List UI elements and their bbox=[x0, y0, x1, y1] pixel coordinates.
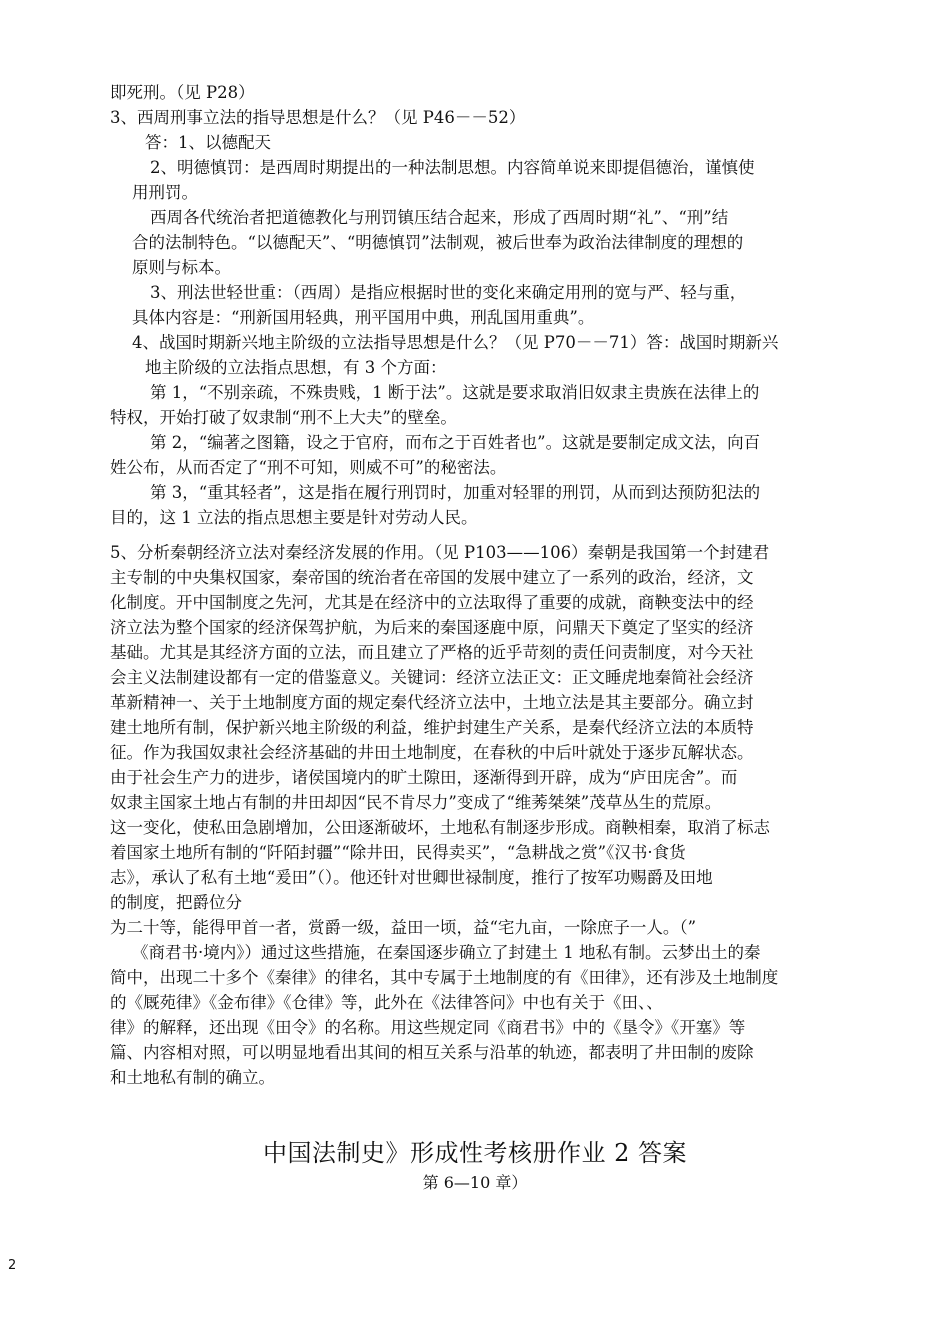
text-line: 西周各代统治者把道德教化与刑罚镇压结合起来，形成了西周时期“礼”、“刑”结 bbox=[150, 208, 729, 227]
answer-body-text bbox=[110, 80, 870, 1090]
text-line: 5、分析秦朝经济立法对秦经济发展的作用。（见 P103——106）秦朝是我国第一个封建君 bbox=[110, 543, 770, 562]
text-line: 由于社会生产力的进步，诸侯国境内的旷土隙田，逐渐得到开辟，成为“庐田庑舍”。而 bbox=[110, 768, 738, 787]
text-line: 志》，承认了私有土地“爰田”（）。他还针对世卿世禄制度，推行了按军功赐爵及田地 bbox=[110, 868, 713, 887]
text-line: 姓公布，从而否定了“刑不可知，则威不可”的秘密法。 bbox=[110, 458, 507, 477]
text-line: 4、战国时期新兴地主阶级的立法指导思想是什么？（见 P70－－71）答：战国时期新兴 bbox=[132, 333, 779, 352]
text-line: 奴隶主国家土地占有制的井田却因“民不肯尽力”变成了“维莠桀桀”茂草丛生的荒原。 bbox=[110, 793, 722, 812]
text-line: 化制度。开中国制度之先河，尤其是在经济中的立法取得了重要的成就，商鞅变法中的经 bbox=[110, 593, 754, 612]
text-line: 3、刑法世轻世重：（西周）是指应根据时世的变化来确定用刑的宽与严、轻与重， bbox=[150, 283, 747, 302]
text-line: 即死刑。（见 P28） bbox=[110, 83, 255, 102]
paragraph-gap bbox=[110, 530, 870, 540]
text-line: 地主阶级的立法指点思想，有 3 个方面： bbox=[145, 358, 447, 377]
text-line: 《商君书·境内》）通过这些措施，在秦国逐步确立了封建土 1 地私有制。云梦出土的秦 bbox=[132, 943, 761, 962]
text-line: 第 1，“不别亲疏，不殊贵贱，1 断于法”。这就是要求取消旧奴隶主贵族在法律上的 bbox=[150, 383, 760, 402]
text-line: 用刑罚。 bbox=[132, 183, 198, 202]
section-title: 中国法制史》形成性考核册作业 2 答案 bbox=[262, 1139, 688, 1167]
text-line: 合的法制特色。“以德配天”、“明德慎罚”法制观，被后世奉为政治法律制度的理想的 bbox=[132, 233, 744, 252]
text-line: 第 3，“重其轻者”，这是指在履行刑罚时，加重对轻罪的刑罚，从而到达预防犯法的 bbox=[150, 483, 761, 502]
text-line: 和土地私有制的确立。 bbox=[110, 1068, 275, 1087]
text-line: 答：1、以德配天 bbox=[145, 133, 271, 152]
text-line: 主专制的中央集权国家，秦帝国的统治者在帝国的发展中建立了一系列的政治，经济，文 bbox=[110, 568, 754, 587]
text-line: 革新精神一、关于土地制度方面的规定秦代经济立法中，土地立法是其主要部分。确立封 bbox=[110, 693, 754, 712]
text-line: 的制度，把爵位分 bbox=[110, 893, 242, 912]
text-line: 征。作为我国奴隶社会经济基础的井田土地制度，在春秋的中后叶就处于逐步瓦解状态。 bbox=[110, 743, 754, 762]
text-line: 简中，出现二十多个《秦律》的律名，其中专属于土地制度的有《田律》，还有涉及土地制度 bbox=[110, 968, 779, 987]
text-line: 为二十等，能得甲首一者，赏爵一级，益田一顷，益“宅九亩，一除庶子一人。（” bbox=[110, 918, 697, 937]
text-line: 的《厩苑律》《金布律》《仓律》等，此外在《法律答问》中也有关于《田、、 bbox=[110, 993, 663, 1012]
text-line: 会主义法制建设都有一定的借鉴意义。关键词：经济立法正文：正文睡虎地秦简社会经济 bbox=[110, 668, 754, 687]
text-line: 篇、内容相对照，可以明显地看出其间的相互关系与沿革的轨迹，都表明了井田制的废除 bbox=[110, 1043, 754, 1062]
text-line: 具体内容是：“刑新国用轻典，刑平国用中典，刑乱国用重典”。 bbox=[132, 308, 595, 327]
page-number: 2 bbox=[8, 1258, 17, 1273]
text-line: 建土地所有制，保护新兴地主阶级的利益，维护封建生产关系，是秦代经济立法的本质特 bbox=[110, 718, 754, 737]
text-line: 济立法为整个国家的经济保驾护航，为后来的秦国逐鹿中原，问鼎天下奠定了坚实的经济 bbox=[110, 618, 754, 637]
text-line: 基础。尤其是其经济方面的立法，而且建立了严格的近乎苛刻的责任问责制度，对今天社 bbox=[110, 643, 754, 662]
text-line: 第 2，“编著之图籍，设之于官府，而布之于百姓者也”。这就是要制定成文法，向百 bbox=[150, 433, 761, 452]
text-line: 特权，开始打破了奴隶制“刑不上大夫”的壁垒。 bbox=[110, 408, 457, 427]
text-line: 着国家土地所有制的“阡陌封疆”“除井田，民得卖买”，“急耕战之赏”《汉书·食货 bbox=[110, 843, 686, 862]
text-line: 3、西周刑事立法的指导思想是什么？（见 P46－－52） bbox=[110, 108, 526, 127]
text-line: 律》的解释，还出现《田令》的名称。用这些规定同《商君书》中的《垦令》《开塞》等 bbox=[110, 1018, 746, 1037]
text-line: 这一变化，使私田急剧增加，公田逐渐破坏，土地私有制逐步形成。商鞅相秦，取消了标志 bbox=[110, 818, 770, 837]
text-line: 2、明德慎罚：是西周时期提出的一种法制思想。内容简单说来即提倡德治，谨慎使 bbox=[150, 158, 755, 177]
text-line: 原则与标本。 bbox=[132, 258, 231, 277]
text-line: 目的，这 1 立法的指点思想主要是针对劳动人民。 bbox=[110, 508, 478, 527]
section-subtitle: 第 6—10 章） bbox=[422, 1173, 528, 1192]
